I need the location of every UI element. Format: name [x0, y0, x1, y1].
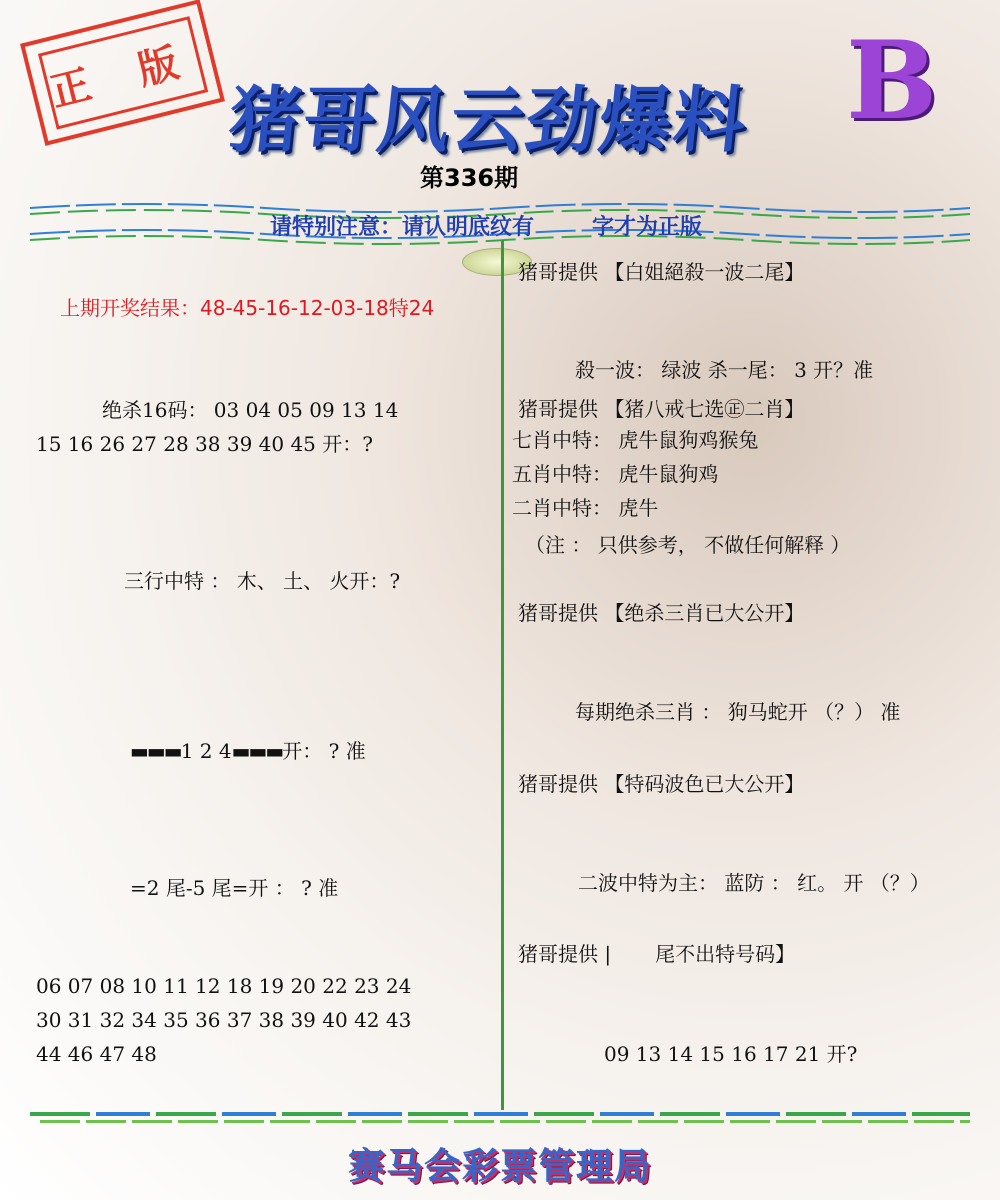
footer-divider-top — [30, 1112, 970, 1116]
bars-right: ▬▬▬ — [231, 739, 283, 763]
kill16-line2: 15 16 26 27 28 38 39 40 45 开：? — [36, 432, 373, 456]
three-elements: 三行中特 ： 木、 土、 火开：? — [124, 569, 401, 593]
section2-note: （注 ： 只供参考， 不做任何解释 ） — [525, 533, 851, 557]
tail-line: =2 尾-5 尾=开 ： ? 准 — [130, 876, 339, 900]
section2-title: 猪哥提供 【猪八戒七选㊣二肖】 — [518, 397, 805, 421]
numbers-line2: 30 31 32 34 35 36 37 38 39 40 42 43 — [36, 1008, 412, 1032]
authentic-stamp — [20, 0, 225, 146]
kill16-line1: 绝杀16码： 03 04 05 09 13 14 — [102, 398, 399, 422]
authenticity-notice — [270, 210, 702, 241]
section3-body: 每期绝杀三肖 ： 狗马蛇开 （？） 准 — [575, 700, 901, 724]
section5-body: 09 13 14 15 16 17 21 开? — [604, 1042, 858, 1066]
section4-title: 猪哥提供 【特码波色已大公开】 — [518, 772, 805, 796]
section3-title: 猪哥提供 【绝杀三肖已大公开】 — [518, 601, 805, 625]
footer-organization: 赛马会彩票管理局 — [348, 1146, 653, 1187]
section1-body: 殺一波： 绿波 杀一尾： 3 开？准 — [575, 358, 874, 382]
notice-part2: 字才为正版 — [592, 215, 703, 240]
section5-title — [518, 938, 795, 967]
column-divider — [501, 240, 504, 1110]
issue-number: 第336期 — [420, 164, 519, 192]
page-title: 猪哥风云劲爆料 — [224, 78, 752, 162]
numbers-line1: 06 07 08 10 11 12 18 19 20 22 23 24 — [36, 974, 412, 998]
bars-tail: 开： ? 准 — [282, 739, 366, 763]
section2-line3: 二肖中特： 虎牛 — [512, 496, 659, 520]
edition-letter: B — [846, 18, 938, 144]
bars-left: ▬▬▬ — [130, 739, 181, 763]
numbers-line3: 44 46 47 48 — [36, 1042, 157, 1066]
section5-title-a: 猪哥提供 | — [518, 942, 612, 966]
section1-title: 猪哥提供 【白姐絕殺一波二尾】 — [518, 260, 805, 284]
last-draw-result: 上期开奖结果：48-45-16-12-03-18特24 — [60, 296, 435, 320]
section5-title-b: 尾不出特号码】 — [655, 942, 796, 966]
notice-part1: 请特别注意：请认明底纹有 — [270, 215, 535, 240]
section2-line1: 七肖中特： 虎牛鼠狗鸡猴兔 — [512, 428, 759, 452]
section2-line2: 五肖中特： 虎牛鼠狗鸡 — [512, 462, 719, 486]
section4-body: 二波中特为主： 蓝防 ： 红。 开 （？） — [578, 871, 930, 895]
bars-line — [130, 735, 366, 764]
bars-mid: 1 2 4 — [180, 739, 232, 763]
stamp-text: 正 版 — [37, 16, 207, 129]
footer-divider-bottom — [40, 1120, 970, 1123]
